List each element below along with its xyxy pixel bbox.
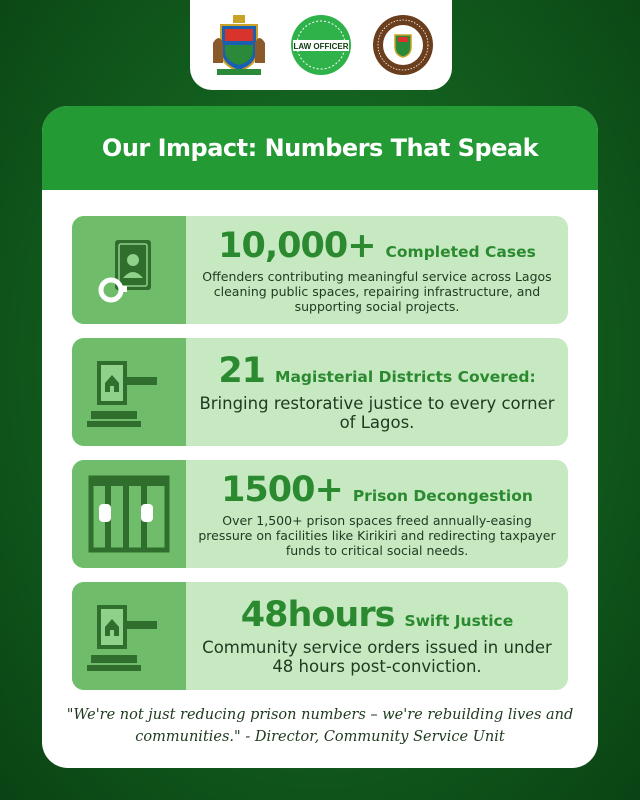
prison-bars-icon: [72, 460, 186, 568]
stat-body: [186, 460, 568, 568]
director-quote: "We're not just reducing prison numbers – we're rebuilding lives and communities." - Director, Community Service Unit: [66, 707, 574, 745]
stat-head: [218, 227, 536, 265]
law-officer-text: LAW OFFICER: [293, 42, 349, 51]
stat-card-prison-decongestion: [72, 460, 568, 568]
lagos-state-crest: [206, 12, 272, 78]
stat-head: [241, 596, 513, 634]
stat-card-completed-cases: [72, 216, 568, 324]
stat-description: Bringing restorative justice to every corner of Lagos.: [199, 394, 555, 432]
page-title: Our Impact: Numbers That Speak: [101, 134, 539, 162]
stat-body: [186, 338, 568, 446]
stat-number: 21: [218, 351, 266, 391]
stat-card-magisterial-districts: [72, 338, 568, 446]
stat-head: [221, 471, 533, 509]
card-header: [42, 106, 598, 190]
stat-description: Community service orders issued in under 48 hours post-conviction.: [202, 638, 552, 676]
stat-number: 48hours: [240, 595, 395, 635]
gavel-icon: [72, 338, 186, 446]
stat-description: Over 1,500+ prison spaces freed annually-easing pressure on facilities like Kirikiri and redirecting taxpayer funds to critical social needs.: [198, 512, 556, 558]
stat-label: Completed Cases: [385, 242, 536, 261]
gavel-icon: [72, 582, 186, 690]
law-officer-badge: [288, 12, 354, 78]
ministry-of-justice-seal: [370, 12, 436, 78]
stat-body: [186, 216, 568, 324]
impact-card: [42, 106, 598, 768]
stat-number: 1500+: [221, 469, 343, 510]
stat-card-swift-justice: [72, 582, 568, 690]
stat-label: Swift Justice: [404, 612, 514, 630]
stat-number: 10,000+: [218, 225, 376, 266]
handcuffs-passport-icon: [72, 216, 186, 324]
stat-label: Prison Decongestion: [352, 486, 533, 505]
stat-description: Offenders contributing meaningful service across Lagos cleaning public spaces, repairing infrastructure, and supporting social projects.: [202, 268, 552, 314]
logo-bar: [190, 0, 452, 90]
stat-label: Magisterial Districts Covered:: [275, 368, 536, 386]
stat-head: [218, 352, 535, 390]
stat-body: [186, 582, 568, 690]
